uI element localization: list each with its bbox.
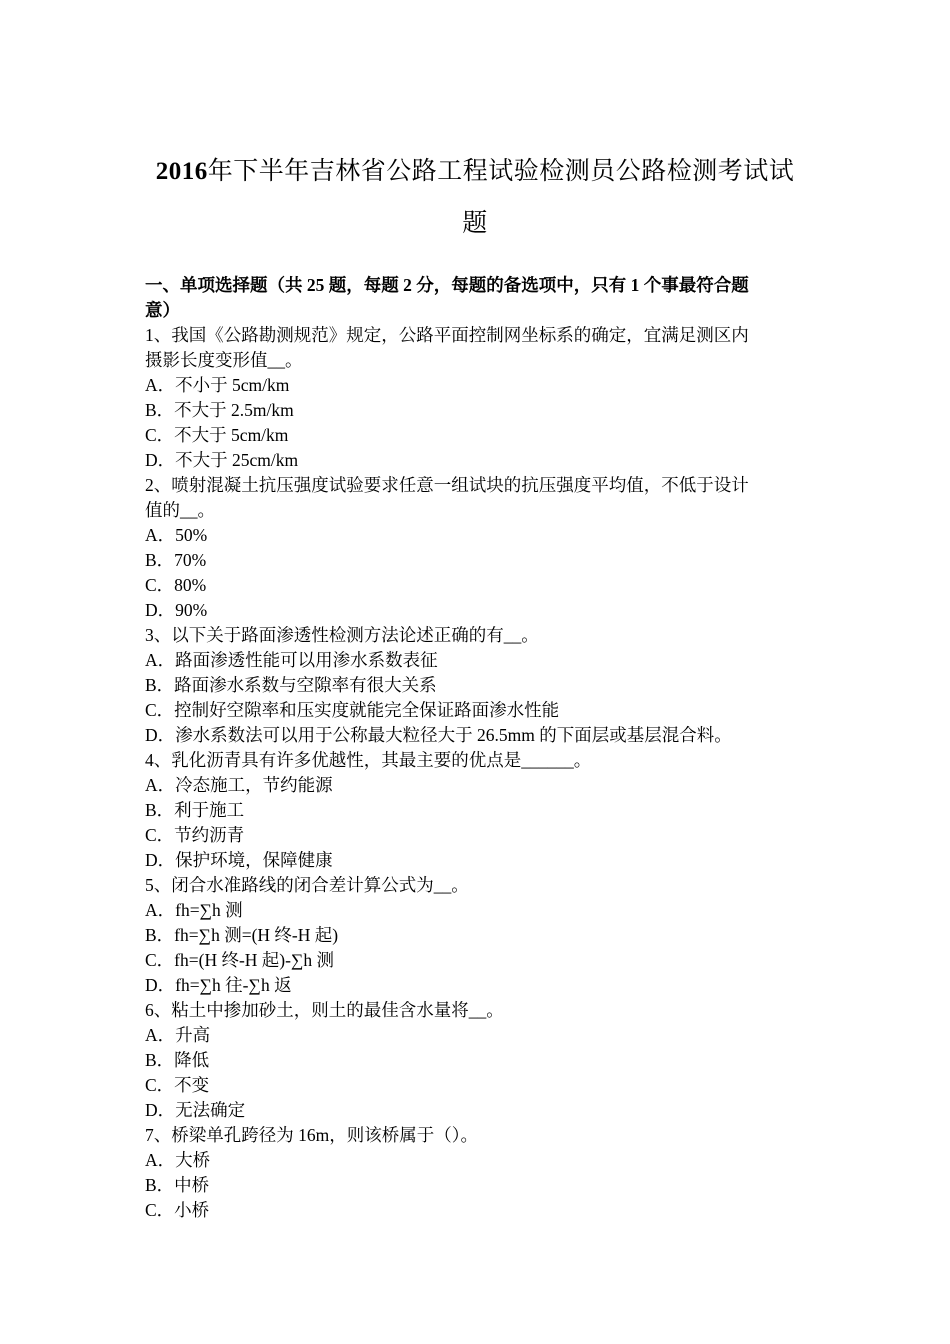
option-d: D．无法确定 — [145, 1100, 246, 1120]
question-4 — [145, 748, 810, 873]
option-a: A．路面渗透性能可以用渗水系数表征 — [145, 650, 438, 670]
option-c: C．不变 — [145, 1075, 210, 1095]
question-2 — [145, 473, 810, 623]
document-body — [145, 273, 810, 1223]
title-line-2: 题 — [462, 210, 488, 237]
option-c: C．80% — [145, 575, 207, 595]
section-heading-continued: 意） — [145, 300, 180, 320]
question-stem: 3、以下关于路面渗透性检测方法论述正确的有__。 — [145, 625, 539, 645]
option-a: A．50% — [145, 525, 208, 545]
question-stem: 4、乳化沥青具有许多优越性，其最主要的优点是______。 — [145, 750, 592, 770]
option-c: C．小桥 — [145, 1200, 210, 1220]
option-d: D．保护环境，保障健康 — [145, 850, 333, 870]
question-5 — [145, 873, 810, 998]
question-6 — [145, 998, 810, 1123]
question-1 — [145, 323, 810, 473]
option-d: D．不大于 25cm/km — [145, 450, 299, 470]
option-b: B．利于施工 — [145, 800, 245, 820]
option-a: A．冷态施工，节约能源 — [145, 775, 333, 795]
option-b: B．70% — [145, 550, 207, 570]
option-c: C．节约沥青 — [145, 825, 245, 845]
option-a: A．不小于 5cm/km — [145, 375, 290, 395]
question-stem: 6、粘土中掺加砂土，则土的最佳含水量将__。 — [145, 1000, 504, 1020]
question-7 — [145, 1123, 810, 1223]
question-3 — [145, 623, 810, 748]
option-d: D．fh=∑h 往-∑h 返 — [145, 975, 292, 995]
question-stem: 2、喷射混凝土抗压强度试验要求任意一组试块的抗压强度平均值，不低于设计 — [145, 475, 749, 495]
option-a: A．升高 — [145, 1025, 211, 1045]
question-stem: 摄影长度变形值__。 — [145, 350, 303, 370]
option-b: B．fh=∑h 测=(H 终-H 起) — [145, 925, 339, 945]
option-d: D．渗水系数法可以用于公称最大粒径大于 26.5mm 的下面层或基层混合料。 — [145, 725, 732, 745]
option-b: B．路面渗水系数与空隙率有很大关系 — [145, 675, 437, 695]
section-heading: 一、单项选择题（共 25 题，每题 2 分，每题的备选项中，只有 1 个事最符合题 — [145, 275, 749, 295]
option-b: B．中桥 — [145, 1175, 210, 1195]
title-year: 2016 — [155, 158, 208, 185]
title-text: 年下半年吉林省公路工程试验检测员公路检测考试试 — [207, 158, 795, 185]
question-stem: 7、桥梁单孔跨径为 16m，则该桥属于（）。 — [145, 1125, 478, 1145]
question-stem: 1、我国《公路勘测规范》规定，公路平面控制网坐标系的确定，宜满足测区内 — [145, 325, 749, 345]
question-stem: 5、闭合水准路线的闭合差计算公式为__。 — [145, 875, 469, 895]
option-c: C．fh=(H 终-H 起)-∑h 测 — [145, 950, 335, 970]
question-stem: 值的__。 — [145, 500, 215, 520]
option-a: A．大桥 — [145, 1150, 211, 1170]
document-title — [140, 146, 810, 250]
option-c: C．控制好空隙率和压实度就能完全保证路面渗水性能 — [145, 700, 560, 720]
title-line-1 — [140, 146, 810, 198]
option-d: D．90% — [145, 600, 208, 620]
option-c: C．不大于 5cm/km — [145, 425, 289, 445]
option-b: B．不大于 2.5m/km — [145, 400, 294, 420]
option-b: B．降低 — [145, 1050, 210, 1070]
option-a: A．fh=∑h 测 — [145, 900, 243, 920]
